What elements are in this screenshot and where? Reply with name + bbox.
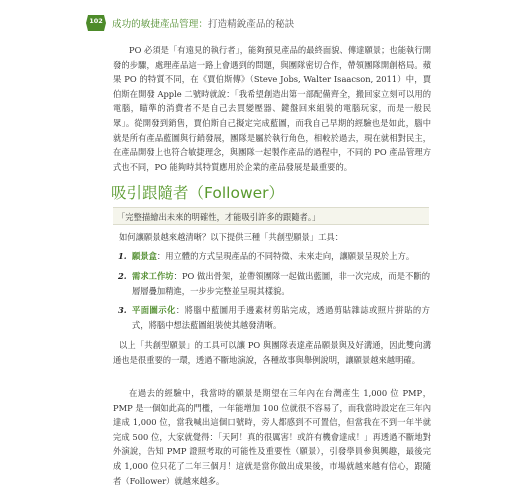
chapter-title-sub: 打造精銳產品的秘訣: [207, 19, 295, 30]
list-number: 1.: [118, 251, 127, 261]
page-number: 102: [89, 17, 103, 25]
chapter-title-main: 成功的敏捷產品管理：: [112, 19, 208, 30]
list-keyword: 需求工作坊: [132, 271, 174, 281]
paragraph-experience: 在過去的經驗中，我當時的願景是期望在三年內在台灣產生 1,000 位 PMP，PMP 是一個如此高的門檻，一年能增加 100 位就很不容易了，而我當時設定在三年內達成 1,000 位，當我喊出這個口號時，旁人都感到不可置信，但當我在不到一年半就完成 500 位，大家就覺得：「天阿！真的很厲害！或許有機會達成！」再透過不斷地對外演說，告知 PMP 證照考取的可能性及重要性（願景），引發學員參與興趣，最後完成 1,000 位只花了二年三個月！這就是當你做出成果後，市場就越來越有信心，跟隨者（Follower）就越來越多。: [113, 388, 431, 486]
list-text: [132, 269, 430, 298]
list-item: [118, 269, 430, 298]
quote-box: 「完整描繪出未來的明確性，才能吸引許多的跟隨者。」: [113, 207, 429, 225]
list-item: [118, 303, 430, 332]
list-number: 3.: [118, 305, 127, 315]
list-description: ：將腦中藍圖用手邊素材剪貼完成，透過剪貼雜誌或照片拼貼的方式，將腦中想法藍圖組裝使其越發清晰。: [132, 305, 430, 330]
list-keyword: 平面圖示化: [132, 305, 176, 315]
list-description: ：用立體的方式呈現產品的不同特徵、未來走向，讓願景呈現於上方。: [156, 251, 415, 261]
list-text: [132, 303, 430, 332]
list-description: ：PO 做出骨架，並帶領團隊一起做出藍圖，非一次完成，而是不斷的層層疊加精進，一步步完整並呈現其樣貌。: [132, 271, 430, 296]
page-number-badge: [86, 15, 106, 31]
list-item: [118, 249, 430, 264]
list-text: [132, 249, 430, 264]
paragraph-communication: 以上「共創型願景」的工具可以讓 PO 與團隊表達產品願景與及好溝通，因此雙向溝通也是很重要的一環，透過不斷地演說，各種故事與舉例說明，讓願景越來越明確。: [113, 340, 431, 365]
list-number: 2.: [118, 271, 127, 281]
paragraph-intro: PO 必須是「有遠見的執行者」，能夠預見產品的最終面貌、傳達願景；也能執行開發的步驟，處理產品這一路上會遇到的問題，與團隊密切合作，帶領團隊開創格局。蘋果 PO 的特質不同，在《賈伯斯傳》（Steve Jobs, Walter Isaacson, 2011）中，賈伯斯在開發 Apple 二號時就說：「我希望創造出第一部配備齊全，搬回家立刻可以用的電腦，瞄準的消費者不是自己去買變壓器、鍵盤回來組裝的電腦玩家，而是一般民眾」。從開發到銷售，賈伯斯自己擬定完成藍圖，而我自己早期的經驗也是如此，腦中就是所有產品藍圖與行銷發展，團隊是屬於執行角色，相較於過去，現在就相對民主，在產品開發上也符合敏捷理念，與團隊一起製作產品的過程中，不同的 PO 產品管理方式也不同，PO 能夠時其特質應用於企業的產品發展是最重要的。: [113, 45, 431, 172]
chapter-title: [112, 16, 294, 30]
list-keyword: 願景盒: [132, 251, 157, 261]
section-heading: 吸引跟隨者（Follower）: [111, 184, 285, 202]
paragraph-tools-intro: 如何讓願景越來越清晰？以下提供三種「共創型願景」工具：: [119, 232, 344, 242]
